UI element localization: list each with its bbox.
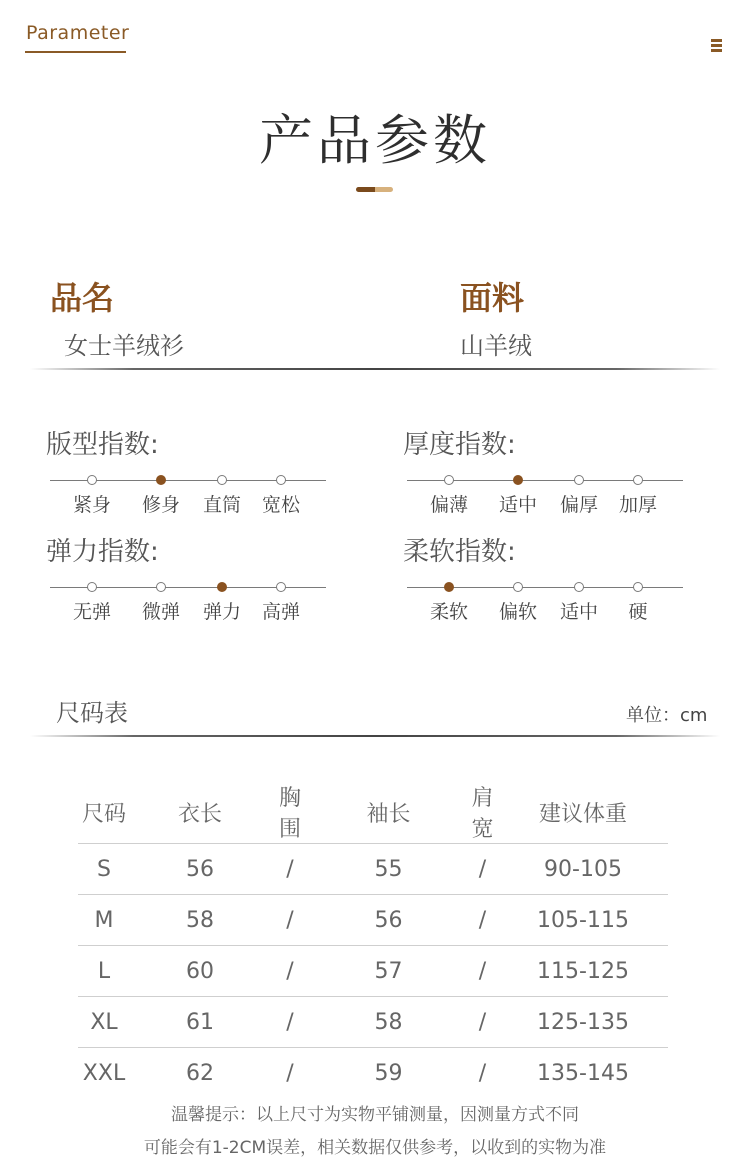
table-row [78,1048,668,1099]
fabric-value: 山羊绒 [460,332,532,360]
index-option-label: 无弹 [72,601,112,623]
index-option-label: 宽松 [261,494,301,516]
index-title: 弹力指数: [46,537,159,567]
table-cell: / [478,1060,487,1086]
table-cell: XXL [82,1060,126,1086]
index-title: 厚度指数: [403,430,516,460]
divider-size [30,735,720,737]
index-option-label: 微弹 [141,601,181,623]
table-cell: 135-145 [537,1060,629,1086]
parameter-tag: Parameter [26,22,130,44]
table-cell: / [467,844,498,895]
index-dot [87,582,97,592]
index-scale-elasticity [46,531,326,623]
product-name-value: 女士羊绒衫 [64,332,184,360]
table-cell: 55 [310,844,467,895]
note-line-1: 温馨提示：以上尺寸为实物平铺测量，因测量方式不同 [171,1105,579,1125]
table-cell: M [78,895,130,946]
size-table-header-cell: 建议体重 [498,781,668,844]
index-title: 柔软指数: [403,537,516,567]
index-scale-softness [403,531,683,623]
fabric-label: 面料 [460,279,525,317]
table-cell: 61 [130,997,270,1048]
size-table-header-cell: 衣长 [130,781,270,844]
product-name-label: 品名 [50,279,115,317]
size-table-header-cell: 胸围 [270,781,310,844]
index-dot [156,582,166,592]
table-cell: 58 [310,997,467,1048]
table-cell: / [270,946,310,997]
index-option-label: 弹力 [202,601,242,623]
table-cell: / [270,895,310,946]
table-row [78,844,668,895]
table-cell: S [78,844,130,895]
index-option-label: 偏厚 [559,494,599,516]
index-option-label: 紧身 [72,494,112,516]
table-cell: 60 [130,946,270,997]
index-dot [574,475,584,485]
index-dot [217,582,227,592]
size-table [78,781,668,1098]
table-row [78,946,668,997]
index-dot [217,475,227,485]
index-option-label: 偏软 [498,601,538,623]
title-decoration [356,187,393,192]
menu-icon[interactable] [711,39,722,52]
index-scale-thickness [403,424,683,516]
size-table-header-cell: 肩宽 [467,781,498,844]
table-cell: L [78,946,130,997]
table-cell: / [467,946,498,997]
index-dot [574,582,584,592]
index-dot [276,475,286,485]
size-table-body [78,844,668,1099]
size-table-header-cell: 尺码 [78,781,130,844]
index-option-label: 硬 [628,601,648,623]
note-line-2: 可能会有1-2CM误差，相关数据仅供参考，以收到的实物为准 [143,1138,607,1158]
index-option-label: 适中 [498,494,538,516]
index-option-label: 偏薄 [429,494,469,516]
size-table-header [78,781,668,844]
table-cell: / [270,997,310,1048]
index-option-label: 修身 [141,494,181,516]
table-cell: 59 [374,1060,403,1086]
table-cell: 115-125 [498,946,668,997]
table-cell: 58 [130,895,270,946]
table-cell: / [270,844,310,895]
table-cell: 56 [130,844,270,895]
table-row [78,895,668,946]
table-row [78,997,668,1048]
page-title: 产品参数 [259,109,491,172]
index-dot [87,475,97,485]
tag-underline [25,51,126,53]
table-cell: XL [78,997,130,1048]
divider-top [30,368,720,370]
table-cell: 57 [310,946,467,997]
index-dot [276,582,286,592]
index-option-label: 柔软 [429,601,469,623]
index-option-label: 直筒 [202,494,242,516]
size-table-header-cell: 袖长 [310,781,467,844]
index-dot [513,582,523,592]
index-dot [513,475,523,485]
unit-label: 单位：cm [626,705,708,726]
index-dot [633,475,643,485]
table-cell: / [286,1060,294,1086]
table-cell: 62 [186,1060,214,1086]
table-cell: 125-135 [498,997,668,1048]
table-cell: 105-115 [498,895,668,946]
index-option-label: 高弹 [261,601,301,623]
index-dot [444,582,454,592]
index-option-label: 加厚 [618,494,658,516]
table-cell: 90-105 [498,844,668,895]
size-chart-title: 尺码表 [56,699,128,727]
index-dot [633,582,643,592]
index-option-label: 适中 [559,601,599,623]
table-cell: / [467,997,498,1048]
index-scale-fit [46,424,326,516]
index-dot [156,475,166,485]
index-dot [444,475,454,485]
index-title: 版型指数: [46,430,159,460]
table-cell: 56 [310,895,467,946]
table-cell: / [467,895,498,946]
